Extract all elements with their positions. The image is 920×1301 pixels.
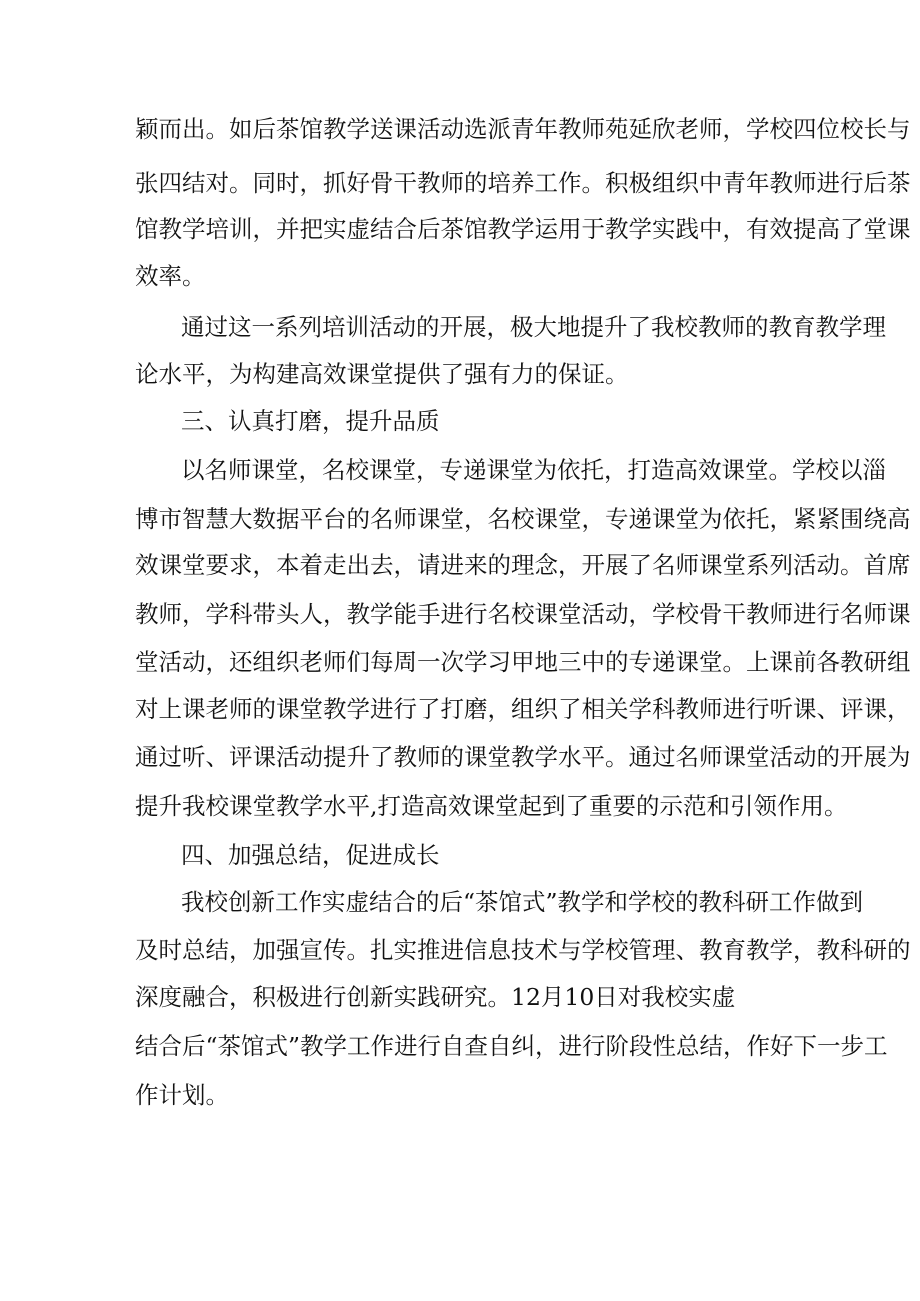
- text-line: 馆教学培训，并把实虚结合后茶馆教学运用于教学实践中，有效提高了堂课: [135, 215, 911, 243]
- text-line: 张四结对。同时，抓好骨干教师的培养工作。积极组织中青年教师进行后茶: [135, 169, 911, 197]
- text-line: 教师，学科带头人，教学能手进行名校课堂活动，学校骨干教师进行名师课: [135, 600, 911, 628]
- text-line: 颖而出。如后茶馆教学送课活动选派青年教师苑延欣老师，学校四位校长与: [135, 115, 911, 143]
- section-heading: 四、加强总结，促进成长: [181, 841, 440, 869]
- text-line: 博市智慧大数据平台的名师课堂，名校课堂，专递课堂为依托，紧紧围绕高: [135, 505, 911, 533]
- text-line: 效率。: [135, 262, 206, 290]
- text-line: 堂活动，还组织老师们每周一次学习甲地三中的专递课堂。上课前各教研组: [135, 648, 911, 676]
- text-line: 对上课老师的课堂教学进行了打磨，组织了相关学科教师进行听课、评课，: [135, 695, 911, 723]
- text-line: 效课堂要求，本着走出去，请进来的理念，开展了名师课堂系列活动。首席: [135, 551, 911, 579]
- text-line: 我校创新工作实虚结合的后“茶馆式”教学和学校的教科研工作做到: [181, 888, 864, 916]
- section-heading: 三、认真打磨，提升品质: [181, 407, 440, 435]
- text-line: 提升我校课堂教学水平,打造高效课堂起到了重要的示范和引领作用。: [135, 792, 848, 820]
- text-line: 以名师课堂，名校课堂，专递课堂为依托，打造高效课堂。学校以淄: [181, 456, 886, 484]
- text-line: 通过听、评课活动提升了教师的课堂教学水平。通过名师课堂活动的开展为: [135, 743, 911, 771]
- text-line: 作计划。: [135, 1081, 229, 1109]
- text-line: 通过这一系列培训活动的开展，极大地提升了我校教师的教育教学理: [181, 313, 886, 341]
- text-line: 及时总结，加强宣传。扎实推进信息技术与学校管理、教育教学，教科研的: [135, 936, 911, 964]
- text-line: 论水平，为构建高效课堂提供了强有力的保证。: [135, 360, 629, 388]
- text-line: 深度融合，积极进行创新实践研究。12月10日对我校实虚: [135, 983, 736, 1011]
- text-line: 结合后“茶馆式”教学工作进行自查自纠，进行阶段性总结，作好下一步工: [135, 1032, 888, 1060]
